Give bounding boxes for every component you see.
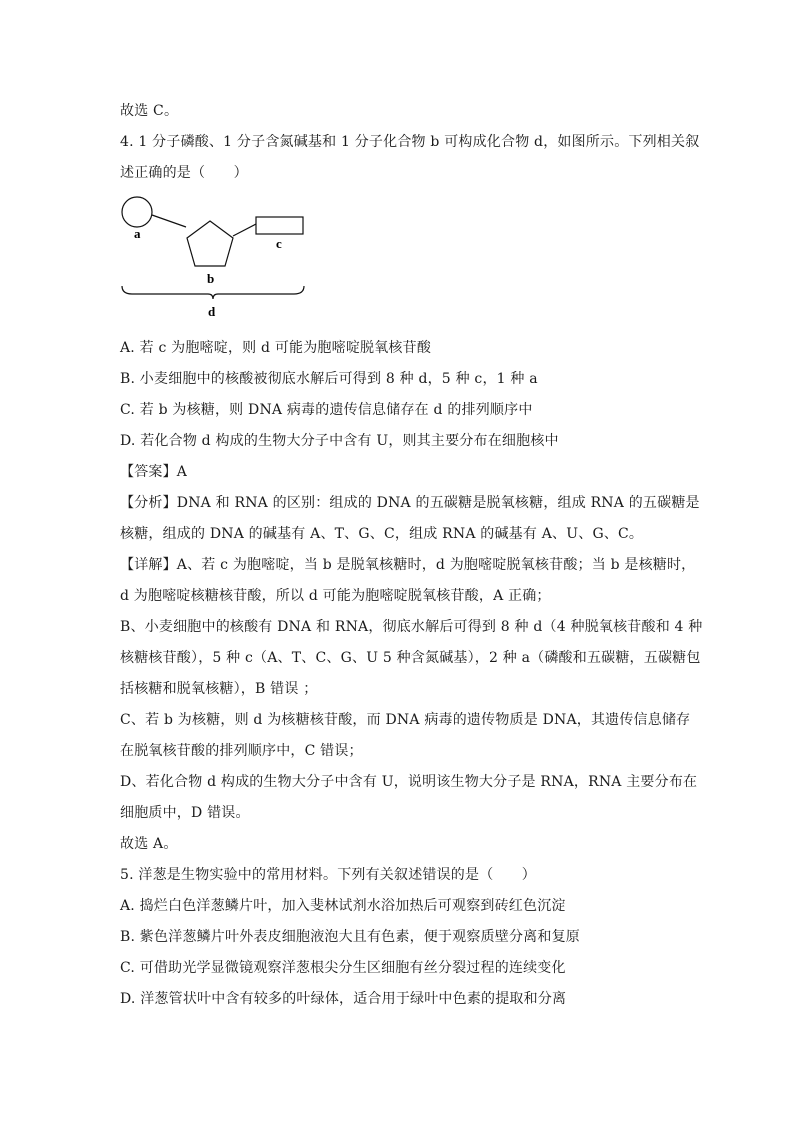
label-b: b — [207, 271, 215, 286]
q4-option-a: A. 若 c 为胞嘧啶，则 d 可能为胞嘧啶脱氧核苷酸 — [120, 340, 432, 356]
sugar-pentagon — [187, 221, 233, 266]
q4-analysis-line-2: 核糖，组成的 DNA 的碱基有 A、T、G、C，组成 RNA 的碱基有 A、U、G、C。 — [120, 526, 644, 542]
q4-detail-line-6: C、若 b 为核糖，则 d 为核糖核苷酸，而 DNA 病毒的遗传物质是 DNA，其遗传信息储存 — [120, 712, 691, 728]
phosphate-sugar-bond — [152, 215, 186, 227]
q4-analysis-line-1: 【分析】DNA 和 RNA 的区别：组成的 DNA 的五碳糖是脱氧核糖，组成 RNA 的五碳糖是 — [120, 495, 700, 511]
q5-option-a: A. 捣烂白色洋葱鳞片叶，加入斐林试剂水浴加热后可观察到砖红色沉淀 — [120, 898, 566, 914]
q4-option-c: C. 若 b 为核糖，则 DNA 病毒的遗传信息储存在 d 的排列顺序中 — [120, 402, 533, 418]
q4-stem-line-1: 4. 1 分子磷酸、1 分子含氮碱基和 1 分子化合物 b 可构成化合物 d，如图所示。下列相关叙 — [120, 134, 700, 150]
q4-stem-line-2: 述正确的是（ ） — [120, 165, 248, 181]
nucleotide-diagram-svg — [120, 193, 320, 323]
q4-conclusion: 故选 A。 — [120, 836, 178, 852]
label-c: c — [276, 236, 282, 251]
q4-option-b: B. 小麦细胞中的核酸被彻底水解后可得到 8 种 d，5 种 c，1 种 a — [120, 371, 538, 387]
q4-detail-line-3: B、小麦细胞中的核酸有 DNA 和 RNA，彻底水解后可得到 8 种 d（4 种脱氧核苷酸和 4 种 — [120, 619, 703, 635]
q5-option-b: B. 紫色洋葱鳞片叶外表皮细胞液泡大且有色素，便于观察质壁分离和复原 — [120, 929, 580, 945]
q4-detail-line-9: 细胞质中，D 错误。 — [120, 805, 250, 821]
q4-detail-line-7: 在脱氧核苷酸的排列顺序中，C 错误； — [120, 743, 363, 759]
q5-option-d: D. 洋葱管状叶中含有较多的叶绿体，适合用于绿叶中色素的提取和分离 — [120, 991, 567, 1007]
q5-stem: 5. 洋葱是生物实验中的常用材料。下列有关叙述错误的是（ ） — [120, 867, 537, 883]
nucleotide-diagram — [120, 193, 320, 323]
phosphate-circle — [122, 197, 152, 227]
q4-detail-line-2: d 为胞嘧啶核糖核苷酸，所以 d 可能为胞嘧啶脱氧核苷酸，A 正确； — [120, 588, 551, 604]
label-d: d — [208, 304, 216, 319]
d-brace — [122, 286, 304, 299]
question-4 — [120, 127, 703, 860]
q4-option-d: D. 若化合物 d 构成的生物大分子中含有 U，则其主要分布在细胞核中 — [120, 433, 559, 449]
q4-detail-line-1: 【详解】A、若 c 为胞嘧啶，当 b 是脱氧核糖时，d 为胞嘧啶脱氧核苷酸；当 b 是核糖时， — [120, 557, 696, 573]
label-a: a — [134, 226, 141, 241]
q4-answer: 【答案】A — [120, 464, 188, 480]
base-rectangle — [256, 217, 303, 234]
document-page — [120, 96, 703, 1015]
q5-option-c: C. 可借助光学显微镜观察洋葱根尖分生区细胞有丝分裂过程的连续变化 — [120, 960, 566, 976]
sugar-base-bond — [233, 224, 256, 236]
q4-detail-line-5: 括核糖和脱氧核糖），B 错误 ； — [120, 681, 318, 697]
q4-detail-line-8: D、若化合物 d 构成的生物大分子中含有 U，说明该生物大分子是 RNA，RNA 主要分布在 — [120, 774, 698, 790]
previous-conclusion: 故选 C。 — [120, 103, 179, 119]
question-5 — [120, 860, 680, 1015]
q4-detail-line-4: 核糖核苷酸），5 种 c（A、T、C、G、U 5 种含氮碱基），2 种 a（磷酸和五碳糖，五碳糖包 — [120, 650, 701, 666]
